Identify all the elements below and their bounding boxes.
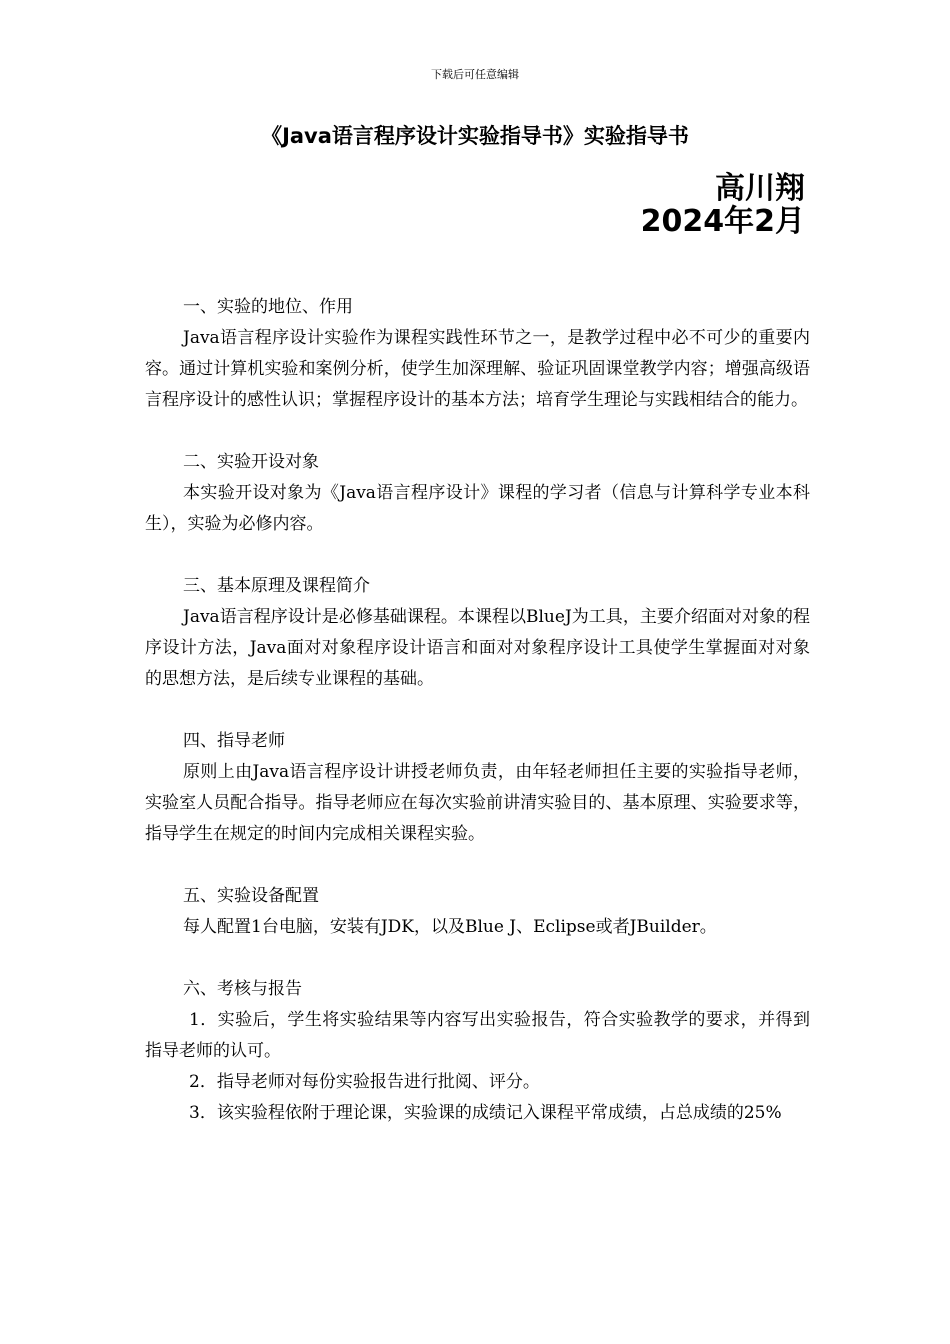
section-equipment bbox=[145, 881, 810, 943]
section-paragraph: 每人配置1台电脑，安装有JDK，以及Blue J、Eclipse或者JBuilder。 bbox=[183, 917, 717, 937]
top-note: 下载后可任意编辑 bbox=[431, 68, 519, 81]
document-title: 《Java语言程序设计实验指导书》实验指导书 bbox=[261, 124, 689, 148]
document-date: 2024年2月 bbox=[640, 204, 805, 239]
document-body bbox=[145, 292, 810, 1129]
section-assessment-report bbox=[145, 974, 810, 1129]
section-heading: 五、实验设备配置 bbox=[183, 886, 319, 906]
section-principles-intro bbox=[145, 571, 810, 695]
section-target-audience bbox=[145, 447, 810, 540]
section-instructors bbox=[145, 726, 810, 850]
section-position-role bbox=[145, 292, 810, 416]
section-paragraph: Java语言程序设计实验作为课程实践性环节之一，是教学过程中必不可少的重要内容。通过计算机实验和案例分析，使学生加深理解、验证巩固课堂教学内容；增强高级语言程序设计的感性认识；掌握程序设计的基本方法；培育学生理论与实践相结合的能力。 bbox=[145, 328, 810, 410]
section-paragraph: 原则上由Java语言程序设计讲授老师负责，由年轻老师担任主要的实验指导老师，实验室人员配合指导。指导老师应在每次实验前讲清实验目的、基本原理、实验要求等，指导学生在规定的时间内完成相关课程实验。 bbox=[145, 762, 810, 844]
list-item: 1．实验后，学生将实验结果等内容写出实验报告，符合实验教学的要求，并得到指导老师的认可。 bbox=[145, 1010, 810, 1061]
section-heading: 一、实验的地位、作用 bbox=[183, 297, 353, 317]
section-heading: 三、基本原理及课程简介 bbox=[183, 576, 370, 596]
list-item: 3．该实验程依附于理论课，实验课的成绩记入课程平常成绩，占总成绩的25% bbox=[189, 1103, 782, 1123]
section-heading: 二、实验开设对象 bbox=[183, 452, 319, 472]
author-block bbox=[641, 172, 805, 238]
section-paragraph: 本实验开设对象为《Java语言程序设计》课程的学习者（信息与计算科学专业本科生），实验为必修内容。 bbox=[145, 483, 810, 534]
section-heading: 四、指导老师 bbox=[183, 731, 285, 751]
list-item: 2．指导老师对每份实验报告进行批阅、评分。 bbox=[189, 1072, 540, 1092]
section-paragraph: Java语言程序设计是必修基础课程。本课程以BlueJ为工具，主要介绍面对对象的程序设计方法，Java面对对象程序设计语言和面对对象程序设计工具使学生掌握面对对象的思想方法，是后续专业课程的基础。 bbox=[145, 607, 810, 689]
section-heading: 六、考核与报告 bbox=[183, 979, 302, 999]
author-name: 高川翔 bbox=[715, 171, 805, 206]
